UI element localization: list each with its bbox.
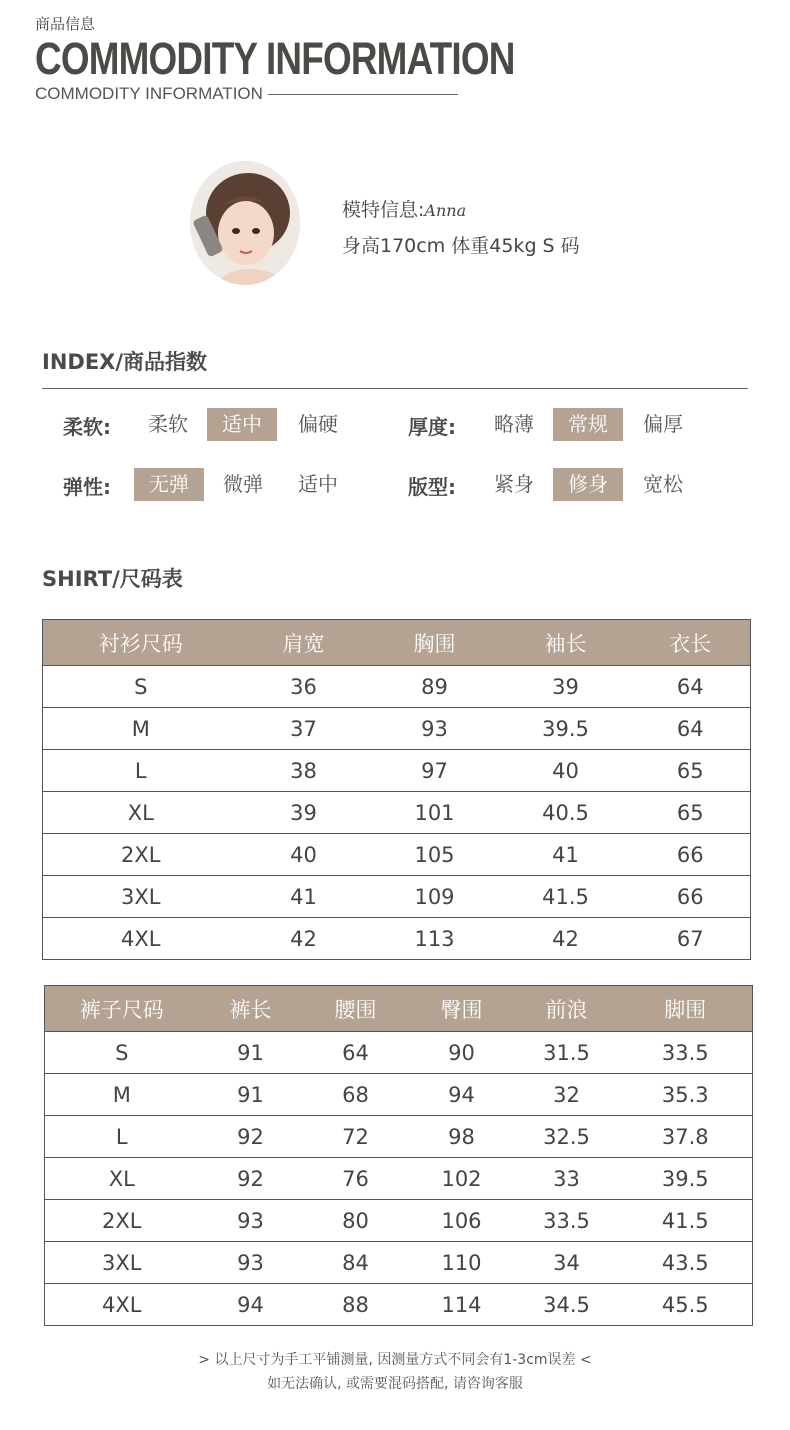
- table-cell: 33: [515, 1158, 619, 1200]
- table-cell: 38: [239, 750, 369, 792]
- table-cell: 32.5: [515, 1116, 619, 1158]
- table-cell: 43.5: [619, 1242, 753, 1284]
- model-name: Anna: [424, 201, 467, 220]
- header-en-subtitle: COMMODITY INFORMATION: [35, 84, 263, 103]
- table-cell: 39: [239, 792, 369, 834]
- table-cell: 93: [199, 1200, 303, 1242]
- index-divider: [42, 388, 748, 389]
- attr-option-selected: 适中: [207, 408, 277, 441]
- attr-option: 微弹: [223, 472, 263, 496]
- header-divider: [268, 94, 458, 95]
- table-cell: 66: [631, 876, 751, 918]
- table-cell: 41: [501, 834, 631, 876]
- table-row: [45, 1200, 753, 1242]
- table-cell: 92: [199, 1116, 303, 1158]
- table-cell: 101: [369, 792, 501, 834]
- table-cell: 68: [303, 1074, 409, 1116]
- shirt-size-table: [42, 619, 751, 960]
- model-stats: 身高170cm 体重45kg S 码: [342, 235, 580, 257]
- table-cell: 4XL: [43, 918, 239, 960]
- shirt-header-cell: 胸围: [369, 620, 501, 666]
- table-cell: 91: [199, 1032, 303, 1074]
- contact-note: 如无法确认, 或需要混码搭配, 请咨询客服: [267, 1376, 523, 1392]
- table-cell: 39.5: [619, 1158, 753, 1200]
- table-cell: 39: [501, 666, 631, 708]
- table-cell: 105: [369, 834, 501, 876]
- table-cell: 76: [303, 1158, 409, 1200]
- model-info-line: [342, 195, 466, 222]
- pants-header-cell: 裤子尺码: [45, 986, 199, 1032]
- table-cell: 67: [631, 918, 751, 960]
- table-cell: 35.3: [619, 1074, 753, 1116]
- table-cell: 41: [239, 876, 369, 918]
- table-cell: 94: [409, 1074, 515, 1116]
- table-cell: M: [45, 1074, 199, 1116]
- pants-header-cell: 脚围: [619, 986, 753, 1032]
- shirt-header-cell: 肩宽: [239, 620, 369, 666]
- attr-label-thickness: 厚度:: [408, 415, 456, 439]
- table-cell: 93: [369, 708, 501, 750]
- table-row: [45, 1032, 753, 1074]
- pants-header-cell: 臀围: [409, 986, 515, 1032]
- attr-option: 柔软: [148, 412, 188, 436]
- pants-header-cell: 前浪: [515, 986, 619, 1032]
- table-cell: 98: [409, 1116, 515, 1158]
- table-cell: L: [43, 750, 239, 792]
- attr-option: 偏硬: [298, 412, 338, 436]
- table-cell: 72: [303, 1116, 409, 1158]
- table-cell: 65: [631, 792, 751, 834]
- attr-option: 宽松: [643, 472, 683, 496]
- attr-option-selected: 常规: [553, 408, 623, 441]
- table-cell: 3XL: [43, 876, 239, 918]
- table-cell: 64: [303, 1032, 409, 1074]
- table-cell: 39.5: [501, 708, 631, 750]
- table-row: [45, 1074, 753, 1116]
- table-cell: 31.5: [515, 1032, 619, 1074]
- table-cell: 102: [409, 1158, 515, 1200]
- table-cell: XL: [45, 1158, 199, 1200]
- pants-header-cell: 腰围: [303, 986, 409, 1032]
- attr-option: 略薄: [494, 412, 534, 436]
- table-cell: M: [43, 708, 239, 750]
- table-cell: 84: [303, 1242, 409, 1284]
- table-cell: 64: [631, 708, 751, 750]
- shirt-header-cell: 衣长: [631, 620, 751, 666]
- attr-label-elasticity: 弹性:: [63, 475, 111, 499]
- index-title: INDEX/商品指数: [42, 350, 208, 374]
- table-cell: 94: [199, 1284, 303, 1326]
- pants-header-row: [45, 986, 753, 1032]
- table-row: [43, 918, 751, 960]
- table-cell: 89: [369, 666, 501, 708]
- pants-size-table: [44, 985, 753, 1326]
- table-cell: 106: [409, 1200, 515, 1242]
- table-cell: 91: [199, 1074, 303, 1116]
- table-cell: 65: [631, 750, 751, 792]
- table-cell: L: [45, 1116, 199, 1158]
- table-cell: 80: [303, 1200, 409, 1242]
- table-row: [45, 1158, 753, 1200]
- table-row: [43, 876, 751, 918]
- attr-option-selected: 修身: [553, 468, 623, 501]
- attr-option-selected: 无弹: [134, 468, 204, 501]
- table-cell: 34: [515, 1242, 619, 1284]
- table-cell: 33.5: [619, 1032, 753, 1074]
- table-cell: 97: [369, 750, 501, 792]
- table-cell: 92: [199, 1158, 303, 1200]
- table-row: [43, 708, 751, 750]
- table-row: [43, 834, 751, 876]
- table-cell: 2XL: [45, 1200, 199, 1242]
- shirt-header-row: [43, 620, 751, 666]
- shirt-header-cell: 袖长: [501, 620, 631, 666]
- table-cell: 45.5: [619, 1284, 753, 1326]
- model-photo: [190, 161, 300, 285]
- table-cell: 3XL: [45, 1242, 199, 1284]
- table-cell: 40: [239, 834, 369, 876]
- table-cell: 90: [409, 1032, 515, 1074]
- table-cell: 42: [239, 918, 369, 960]
- table-cell: 32: [515, 1074, 619, 1116]
- table-cell: 64: [631, 666, 751, 708]
- model-info-label: 模特信息:: [342, 199, 425, 221]
- table-row: [45, 1242, 753, 1284]
- table-row: [45, 1284, 753, 1326]
- table-row: [43, 792, 751, 834]
- pants-header-cell: 裤长: [199, 986, 303, 1032]
- header-en-title: COMMODITY INFORMATION: [35, 33, 515, 84]
- table-cell: 33.5: [515, 1200, 619, 1242]
- table-cell: 40.5: [501, 792, 631, 834]
- table-row: [45, 1116, 753, 1158]
- table-cell: 42: [501, 918, 631, 960]
- shirt-header-cell: 衬衫尺码: [43, 620, 239, 666]
- shirt-title: SHIRT/尺码表: [42, 567, 183, 591]
- attr-option: 适中: [298, 472, 338, 496]
- table-cell: 34.5: [515, 1284, 619, 1326]
- table-cell: 88: [303, 1284, 409, 1326]
- attr-option: 偏厚: [643, 412, 683, 436]
- attr-label-softness: 柔软:: [63, 415, 111, 439]
- table-cell: S: [45, 1032, 199, 1074]
- table-cell: 37.8: [619, 1116, 753, 1158]
- header-cn-title: 商品信息: [35, 15, 96, 33]
- table-row: [43, 750, 751, 792]
- table-cell: 41.5: [619, 1200, 753, 1242]
- table-cell: 37: [239, 708, 369, 750]
- measurement-note: > 以上尺寸为手工平铺测量, 因测量方式不同会有1-3cm误差 <: [198, 1352, 592, 1368]
- table-cell: 40: [501, 750, 631, 792]
- table-cell: 36: [239, 666, 369, 708]
- table-row: [43, 666, 751, 708]
- table-cell: 66: [631, 834, 751, 876]
- table-cell: 93: [199, 1242, 303, 1284]
- table-cell: 114: [409, 1284, 515, 1326]
- model-avatar: [190, 161, 300, 285]
- table-cell: 113: [369, 918, 501, 960]
- table-cell: XL: [43, 792, 239, 834]
- table-cell: S: [43, 666, 239, 708]
- table-cell: 41.5: [501, 876, 631, 918]
- table-cell: 4XL: [45, 1284, 199, 1326]
- table-cell: 2XL: [43, 834, 239, 876]
- table-cell: 109: [369, 876, 501, 918]
- attr-option: 紧身: [494, 472, 534, 496]
- table-cell: 110: [409, 1242, 515, 1284]
- attr-label-fit: 版型:: [408, 475, 456, 499]
